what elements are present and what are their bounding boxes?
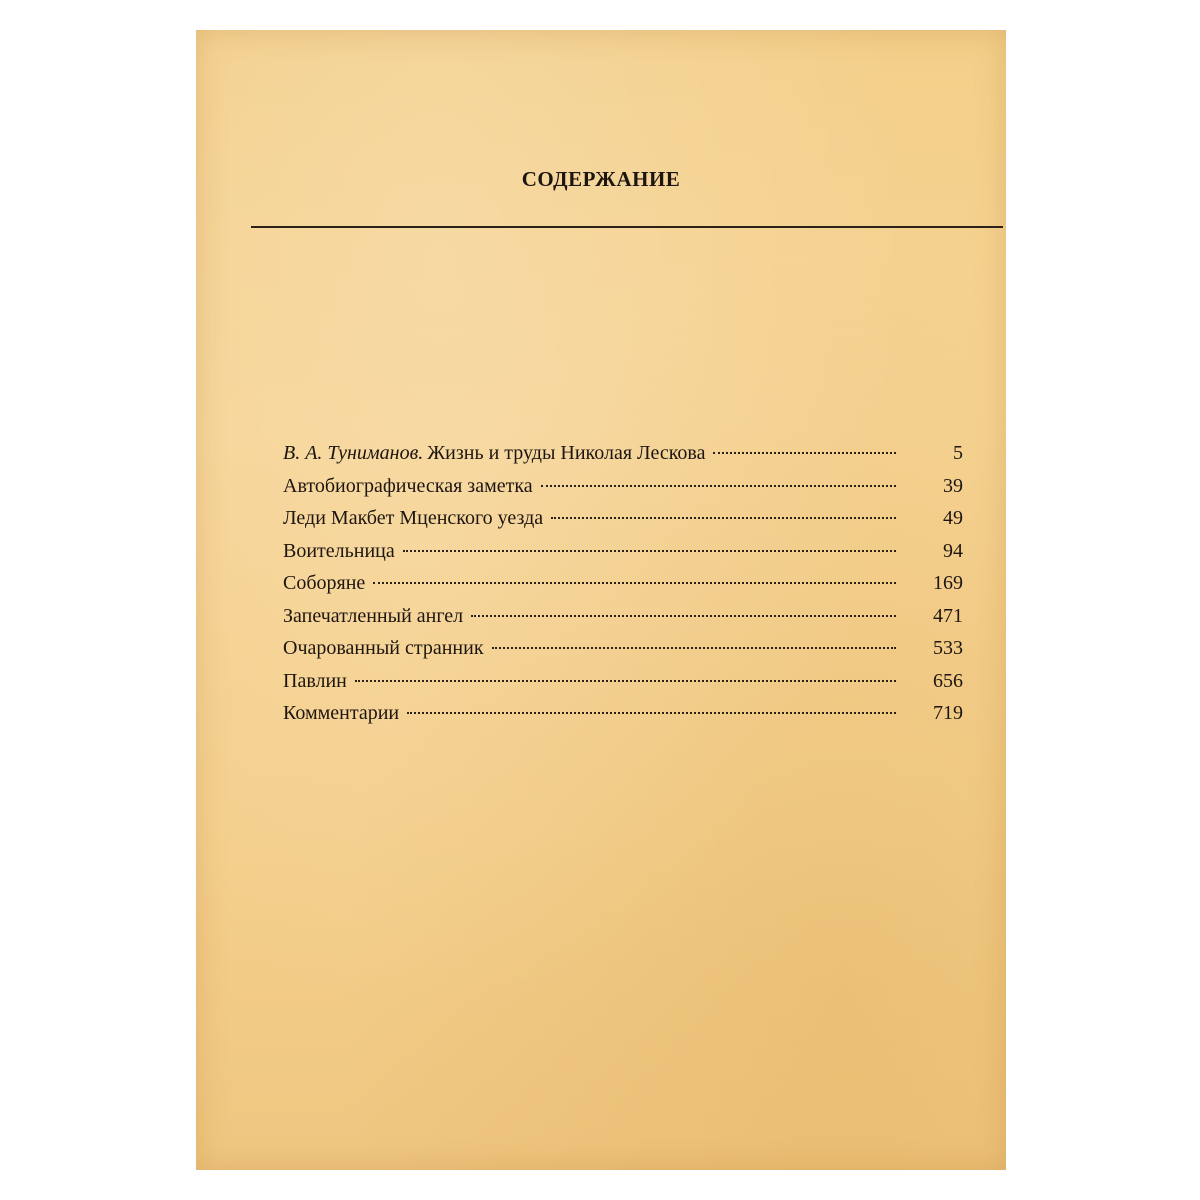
book-page	[196, 30, 1006, 1170]
toc-entry	[283, 600, 963, 633]
toc-entry-page: 533	[933, 637, 963, 659]
dot-leader	[355, 680, 896, 682]
dot-leader	[541, 485, 896, 487]
toc-entry	[283, 697, 963, 730]
toc-entry-title: Очарованный странник	[283, 637, 484, 659]
toc-entry-page: 94	[943, 539, 963, 562]
toc-entry-title: Павлин	[283, 669, 347, 692]
toc-entry-page: 719	[933, 702, 963, 724]
toc-entry-label	[283, 437, 705, 470]
toc-entry-page: 656	[933, 669, 963, 692]
toc-entry	[283, 567, 963, 600]
toc-entry-author: В. А. Туниманов.	[283, 442, 424, 464]
toc-entry-title: Воительница	[283, 539, 395, 562]
dot-leader	[471, 615, 896, 617]
toc-entry-page: 471	[933, 604, 963, 627]
toc-entry	[283, 632, 963, 665]
dot-leader	[403, 550, 896, 552]
toc-entry-page: 39	[943, 474, 963, 497]
toc-entry	[283, 437, 963, 470]
toc-entry-title: Автобиографическая заметка	[283, 474, 533, 497]
toc-entry-title: Леди Макбет Мценского уезда	[283, 507, 544, 529]
toc-entry-title: Жизнь и труды Николая Лескова	[427, 442, 706, 464]
dot-leader	[373, 582, 896, 584]
toc-entry	[283, 535, 963, 568]
toc-entry	[283, 665, 963, 698]
table-of-contents	[283, 437, 963, 730]
toc-entry-page: 169	[933, 572, 963, 594]
dot-leader	[551, 517, 896, 519]
dot-leader	[492, 647, 896, 649]
toc-entry	[283, 502, 963, 535]
toc-entry-title: Запечатленный ангел	[283, 604, 464, 627]
dot-leader	[407, 712, 896, 714]
page-title: СОДЕРЖАНИЕ	[521, 167, 681, 191]
dot-leader	[713, 452, 896, 454]
toc-entry	[283, 470, 963, 503]
title-divider	[251, 226, 1003, 228]
toc-entry-title: Соборяне	[283, 572, 366, 594]
toc-entry-title: Комментарии	[283, 702, 400, 724]
toc-entry-page: 49	[943, 507, 963, 529]
toc-entry-page: 5	[953, 442, 963, 464]
